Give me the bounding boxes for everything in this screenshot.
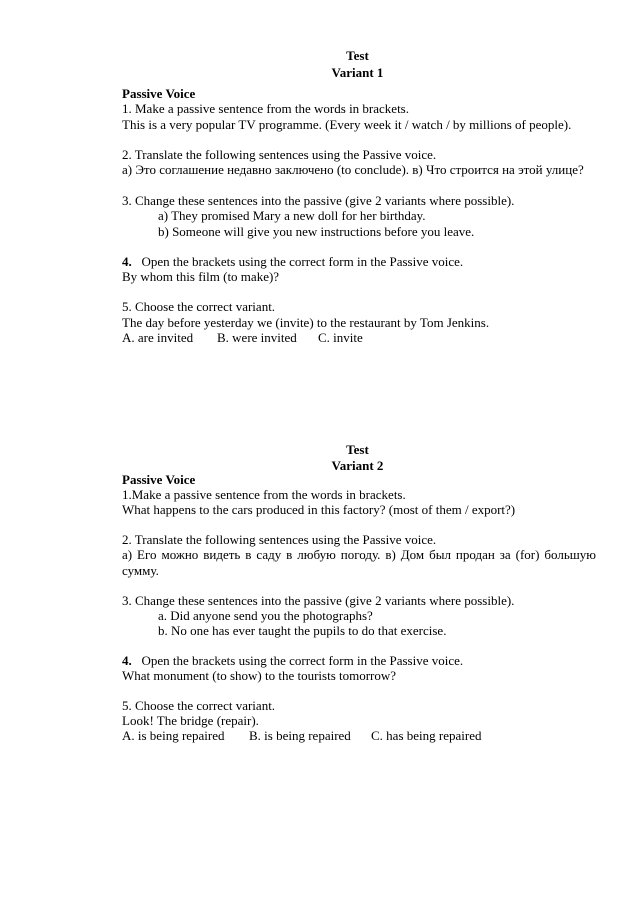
v2-q3-item-a: a. Did anyone send you the photographs? [158,608,373,623]
v2-heading: Passive Voice [122,472,196,487]
v1-q1-prompt: 1. Make a passive sentence from the words in brackets. [122,101,409,116]
v1-q1-text: This is a very popular TV programme. (Every week it / watch / by millions of people). [122,117,572,132]
v2-q5-option-c: C. has being repaired [371,728,482,743]
v2-q4-number: 4. [122,653,132,668]
v2-q5-option-b: B. is being repaired [249,728,351,743]
v1-title: Test [346,48,369,63]
v1-heading: Passive Voice [122,86,196,101]
v2-q2-prompt: 2. Translate the following sentences using the Passive voice. [122,532,437,547]
v1-q4-text: By whom this film (to make)? [122,269,280,284]
v1-q5-text: The day before yesterday we (invite) to the restaurant by Tom Jenkins. [122,315,490,330]
v2-subtitle: Variant 2 [331,458,384,473]
v1-q2-prompt: 2. Translate the following sentences using the Passive voice. [122,147,437,162]
v2-q4-text: What monument (to show) to the tourists tomorrow? [122,668,397,683]
v2-q1-text: What happens to the cars produced in this factory? (most of them / export?) [122,502,516,517]
v2-q5-option-a: A. is being repaired [122,728,225,743]
v1-q3-item-b: b) Someone will give you new instructions before you leave. [158,224,475,239]
v2-q4-prompt: Open the brackets using the correct form in the Passive voice. [141,653,464,668]
v1-q5-prompt: 5. Choose the correct variant. [122,299,276,314]
v1-q3-item-a: a) They promised Mary a new doll for her birthday. [158,208,426,223]
v1-q4-number: 4. [122,254,132,269]
v2-q5-text: Look! The bridge (repair). [122,713,259,728]
v1-q5-option-b: B. were invited [217,330,297,345]
v2-q1-prompt: 1.Make a passive sentence from the words in brackets. [122,487,406,502]
v1-q5-option-c: C. invite [318,330,363,345]
v2-title: Test [346,442,369,457]
v1-q3-prompt: 3. Change these sentences into the passive (give 2 variants where possible). [122,193,515,208]
v2-q3-prompt: 3. Change these sentences into the passive (give 2 variants where possible). [122,593,515,608]
v2-q3-item-b: b. No one has ever taught the pupils to do that exercise. [158,623,447,638]
v2-q2-text: а) Его можно видеть в саду в любую погоду. в) Дом был продан за (for) большую сумму. [122,547,596,578]
v2-q5-prompt: 5. Choose the correct variant. [122,698,276,713]
v1-q2-text: а) Это соглашение недавно заключено (to conclude). в) Что строится на этой улице? [122,162,584,177]
v1-q4-prompt: Open the brackets using the correct form in the Passive voice. [141,254,464,269]
v1-q4-prompt-line [122,254,463,270]
v2-q4-prompt-line [122,653,463,669]
v1-subtitle: Variant 1 [331,65,384,80]
v1-q5-option-a: A. are invited [122,330,194,345]
